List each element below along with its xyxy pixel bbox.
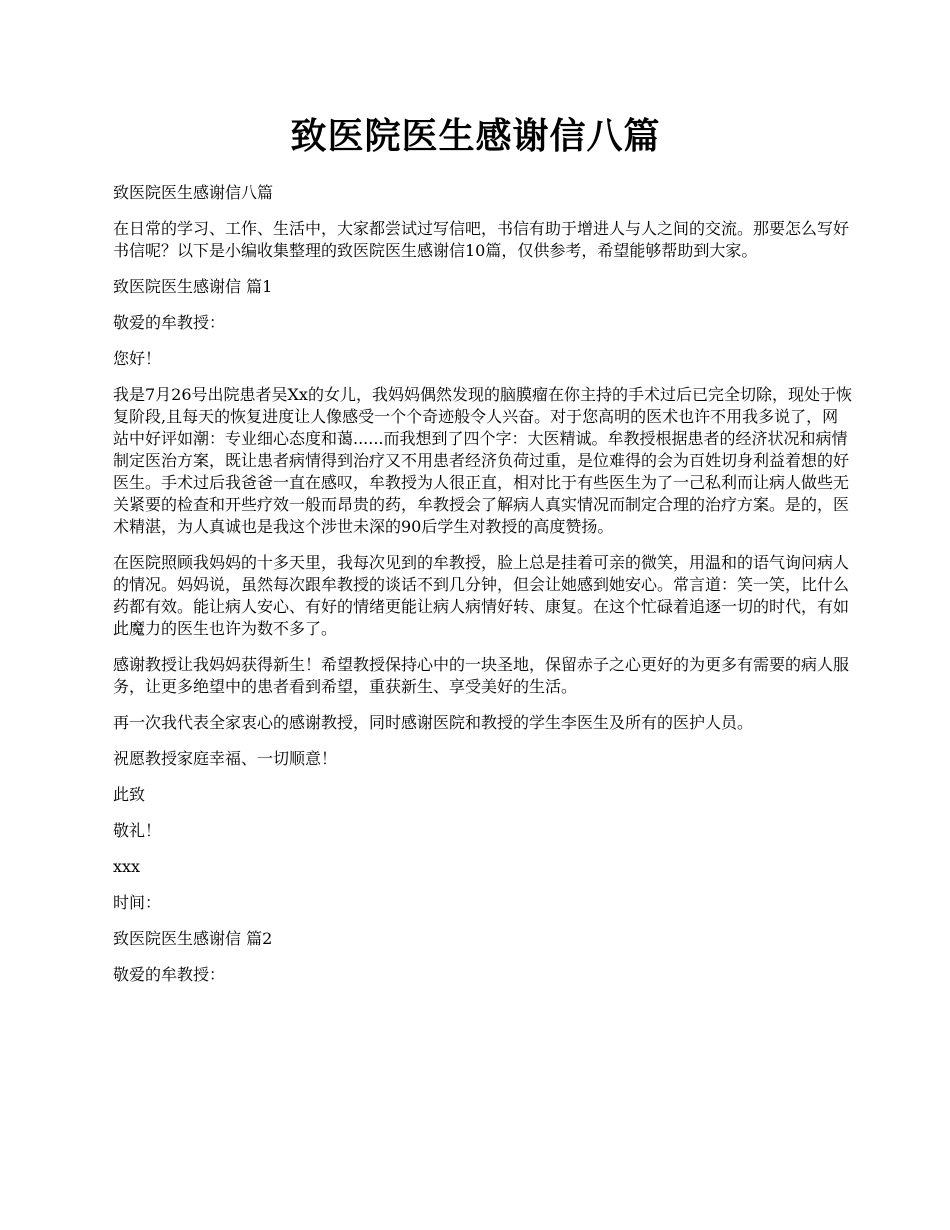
section-heading-2: 致医院医生感谢信 篇2 xyxy=(113,929,273,948)
salutation-2: 敬爱的牟教授： xyxy=(113,965,226,984)
section-heading-1: 致医院医生感谢信 篇1 xyxy=(113,277,273,296)
body-paragraph-3: 感谢教授让我妈妈获得新生！希望教授保持心中的一块圣地，保留赤子之心更好的为更多有需要的病人服务，让更多绝望中的患者看到希望，重获新生、享受美好的生活。 xyxy=(113,655,850,696)
body-paragraph-4: 再一次我代表全家衷心的感谢教授，同时感谢医院和教授的学生李医生及所有的医护人员。 xyxy=(113,713,754,732)
body-paragraph-1: 我是7月26号出院患者吴Xx的女儿，我妈妈偶然发现的脑膜瘤在你主持的手术过后已完全切除，现处于恢复阶段,且每天的恢复进度让人像感受一个个奇迹般令人兴奋。对于您高明的医术也许不用我多说了，网站中好评如潮：专业细心态度和蔼......而我想到了四个字：大医精诚。牟教授根据患者的经济状况和病情制定医治方案，既让患者病情得到治疗又不用患者经济负荷过重，是位难得的会为百姓切身利益着想的好医生。手术过后我爸爸一直在感叹，牟教授为人很正直，相对比于有些医生为了一己私利而让病人做些无关紧要的检查和开些疗效一般而昂贵的药，牟教授会了解病人真实情况而制定合理的治疗方案。是的，医术精湛，为人真诚也是我这个涉世未深的90后学生对教授的高度赞扬。 xyxy=(113,385,852,536)
subtitle-paragraph: 致医院医生感谢信八篇 xyxy=(113,183,274,202)
greeting: 您好！ xyxy=(113,349,162,368)
signature: xxx xyxy=(113,857,141,876)
closing-salute: 敬礼！ xyxy=(113,821,162,840)
salutation: 敬爱的牟教授： xyxy=(113,313,226,332)
intro-paragraph: 在日常的学习、工作、生活中，大家都尝试过写信吧，书信有助于增进人与人之间的交流。那要怎么写好书信呢？以下是小编收集整理的致医院医生感谢信10篇，仅供参考，希望能够帮助到大家。 xyxy=(113,219,850,260)
wish-line: 祝愿教授家庭幸福、一切顺意！ xyxy=(113,749,338,768)
document-page xyxy=(113,110,853,1000)
date-line: 时间： xyxy=(113,893,162,912)
document-title: 致医院医生感谢信八篇 xyxy=(290,115,661,157)
closing-line: 此致 xyxy=(113,785,146,804)
body-paragraph-2: 在医院照顾我妈妈的十多天里，我每次见到的牟教授，脸上总是挂着可亲的微笑，用温和的语气询问病人的情况。妈妈说，虽然每次跟牟教授的谈话不到几分钟，但会让她感到她安心。常言道：笑一笑，比什么药都有效。能让病人安心、有好的情绪更能让病人病情好转、康复。在这个忙碌着追逐一切的时代，有如此魔力的医生也许为数不多了。 xyxy=(113,553,850,638)
